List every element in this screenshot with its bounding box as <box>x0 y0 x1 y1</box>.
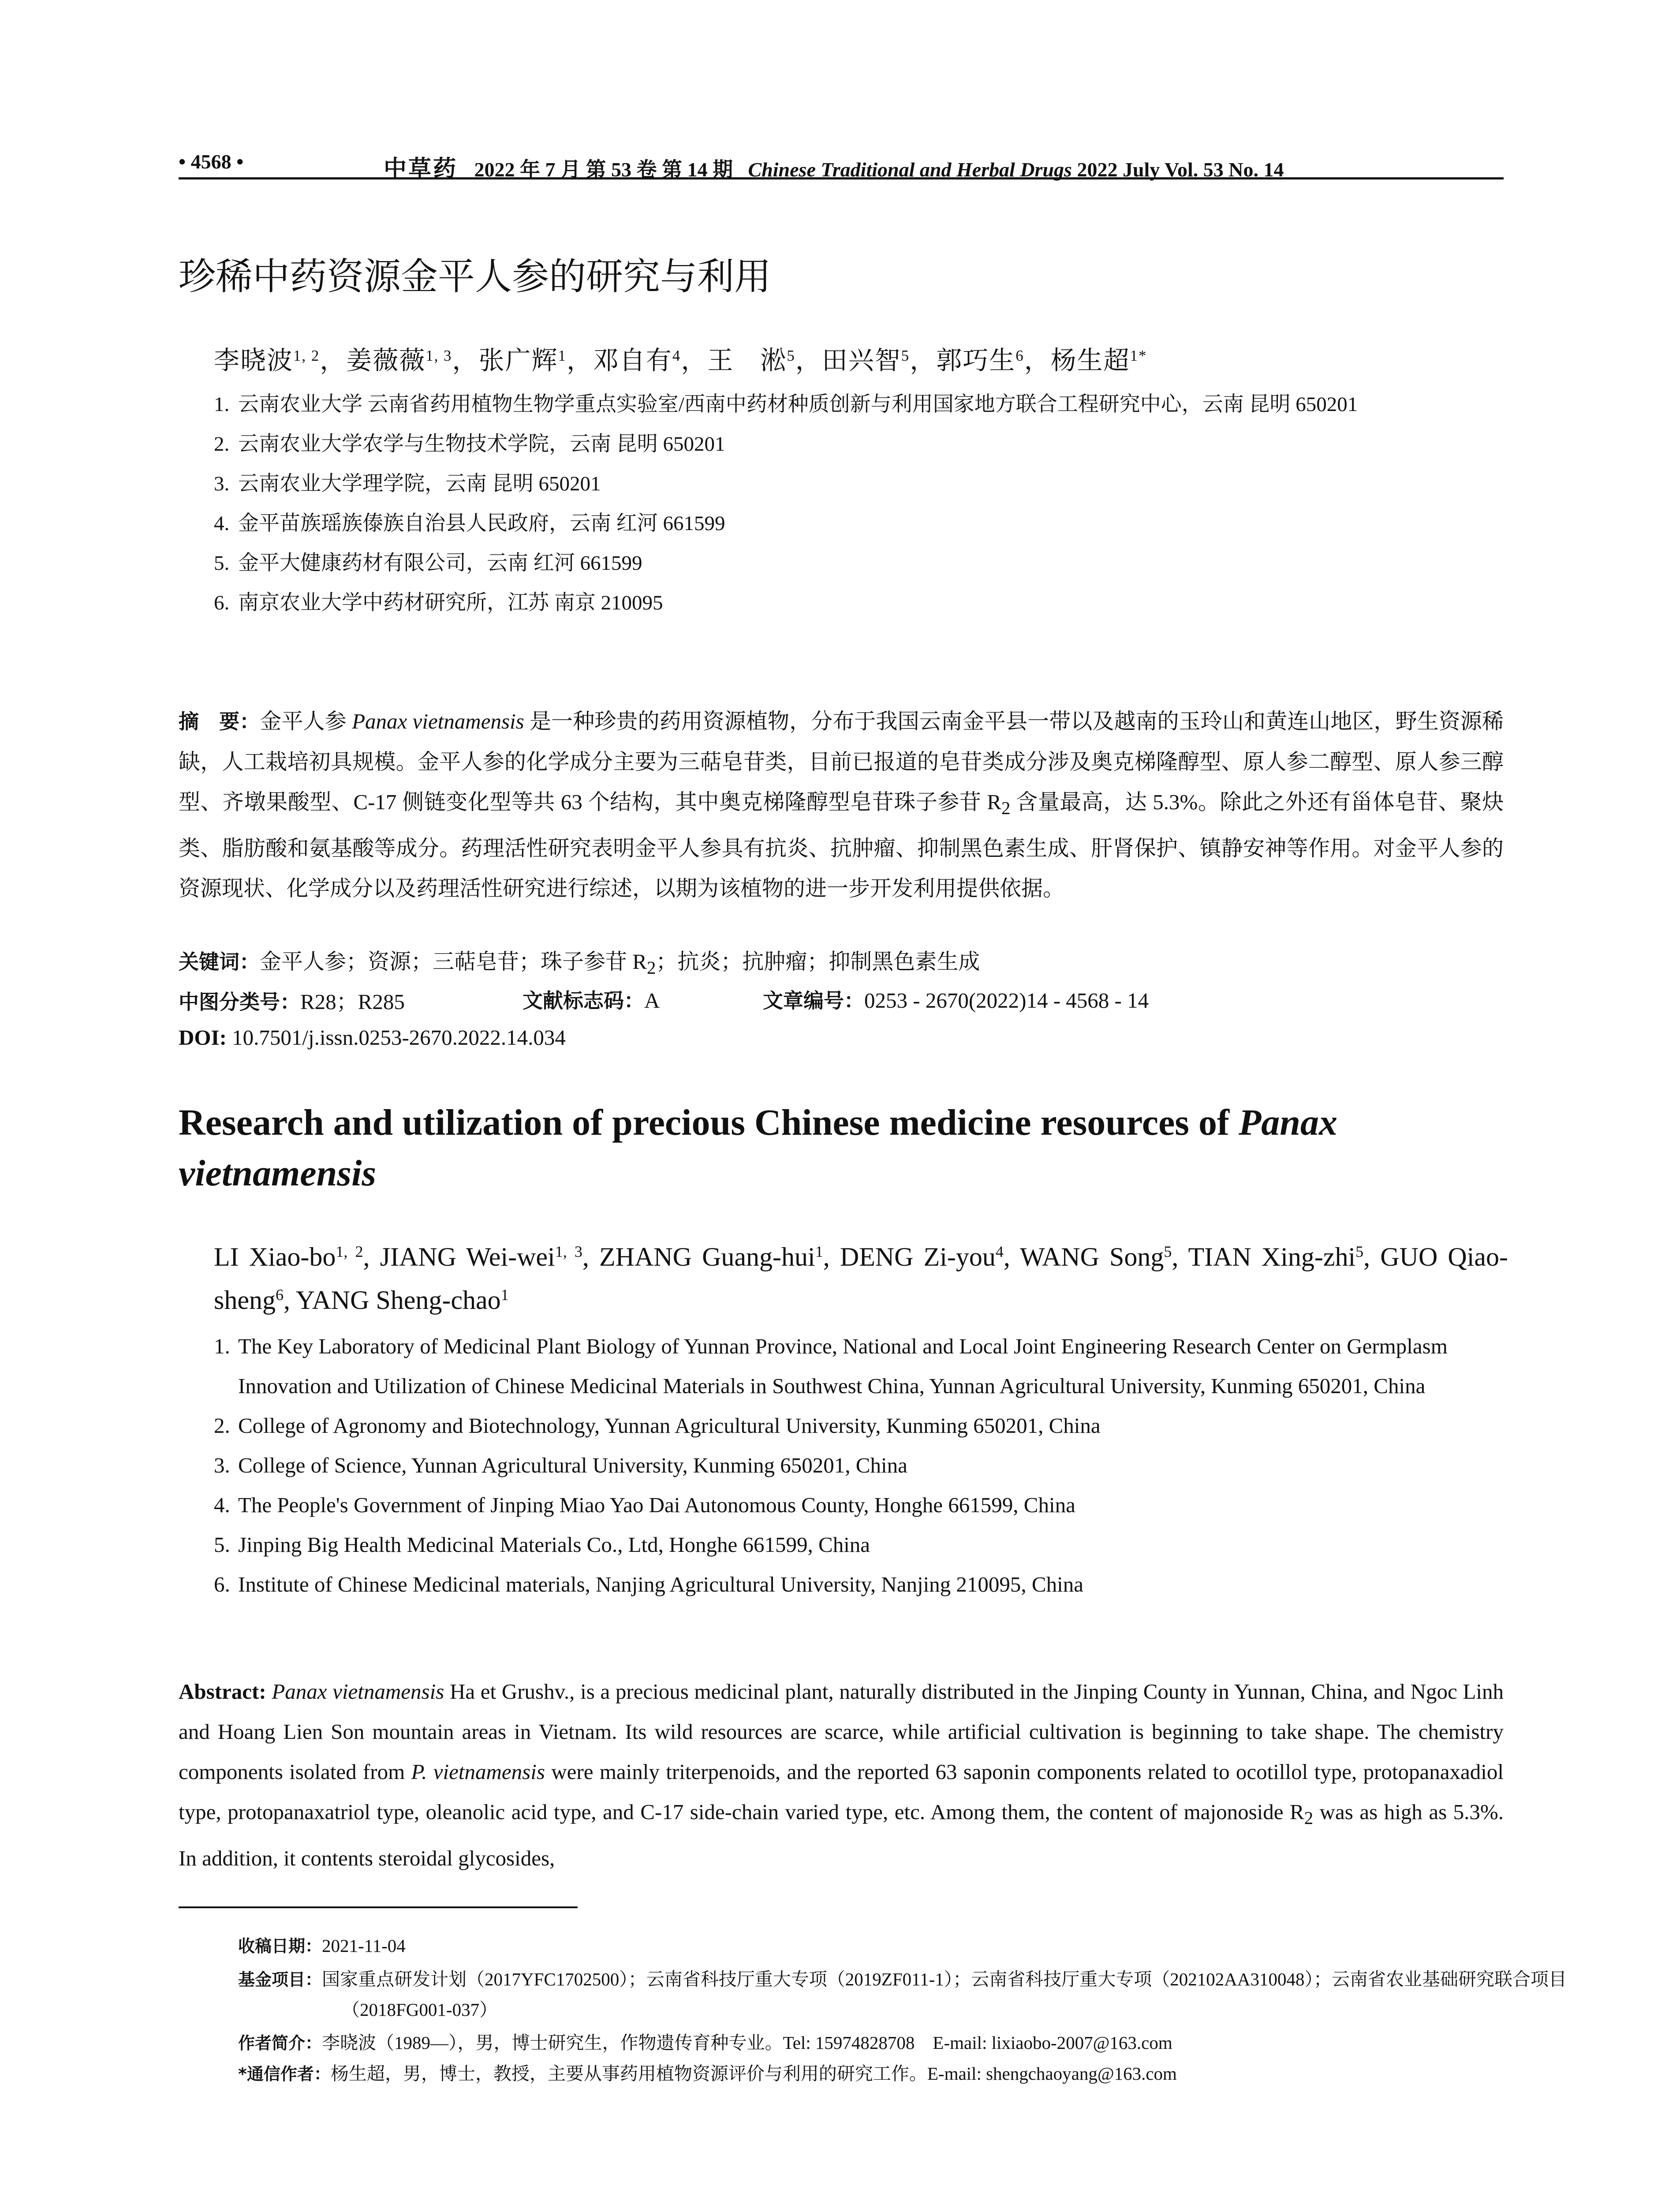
footnote-label: 作者简介： <box>238 2033 322 2053</box>
author-separator: , <box>1363 1242 1381 1271</box>
author-name: 田兴智 <box>821 346 901 375</box>
author-separator: , <box>1003 1242 1020 1271</box>
author-separator: , <box>823 1242 840 1271</box>
affiliation-text: College of Science, Yunnan Agricultural University, Kunming 650201, China <box>238 1453 907 1477</box>
footnote-value: 2021-11-04 <box>322 1936 406 1956</box>
abstract-label: Abstract: <box>179 1679 266 1704</box>
author-affiliation-mark: 5 <box>1164 1243 1172 1261</box>
running-header <box>179 142 1504 182</box>
affiliation-number: 4. <box>214 512 230 535</box>
affiliation-text: The Key Laboratory of Medicinal Plant Biology of Yunnan Province, National and Local Joint Engineering Research Center on Germplasm Innovation and Utilization of Chinese Medicinal Materials in Southwest China, Yunnan Agricultural University, Kunming 650201, China <box>238 1334 1448 1398</box>
doc-code-field <box>523 985 660 1014</box>
author-affiliation-mark: 1 <box>500 1286 509 1304</box>
author-affiliation-mark: 6 <box>1015 347 1024 364</box>
species-name: P. vietnamensis <box>411 1760 545 1784</box>
affiliation-item <box>214 1565 1508 1604</box>
author-separator: ， <box>566 346 593 375</box>
author-name: 邓自有 <box>593 346 672 375</box>
english-abstract <box>179 1671 1504 1878</box>
author-name: 王 淞 <box>707 346 787 375</box>
author-affiliation-mark: 1, 3 <box>555 1243 582 1261</box>
affiliation-text: College of Agronomy and Biotechnology, Yunnan Agricultural University, Kunming 650201, China <box>238 1413 1101 1438</box>
affiliation-text: The People's Government of Jinping Miao Yao Dai Autonomous County, Honghe 661599, China <box>238 1493 1075 1517</box>
affiliation-text: 云南农业大学 云南省药用植物生物学重点实验室/西南中药材种质创新与利用国家地方联合工程研究中心，云南 昆明 650201 <box>238 393 1358 416</box>
author-name: 姜薇薇 <box>346 346 426 375</box>
author-affiliation-mark: 4 <box>995 1243 1004 1261</box>
keywords-text: 金平人参；资源；三萜皂苷；珠子参苷 R <box>260 949 647 974</box>
english-authors <box>214 1237 1508 1323</box>
author-name: LI Xiao-bo <box>214 1242 336 1271</box>
author-name: ZHANG Guang-hui <box>599 1242 815 1271</box>
article-number-value: 0253 - 2670(2022)14 - 4568 - 14 <box>864 988 1149 1013</box>
footnote-value: 李晓波（1989—），男，博士研究生，作物遗传育种专业。Tel: 15974828708 E-mail: lixiaobo-2007@163.com <box>322 2033 1172 2053</box>
affiliation-text: 南京农业大学中药材研究所，江苏 南京 210095 <box>238 591 663 614</box>
author-separator: ， <box>452 346 479 375</box>
clc-value: R28；R285 <box>300 990 405 1014</box>
affiliation-number: 1. <box>214 1334 230 1358</box>
species-name: Panax vietnamensis <box>272 1679 444 1704</box>
chinese-authors <box>214 340 1147 377</box>
abstract-text: Ha et Grushv., is a precious medicinal plant, naturally distributed in the Jinping County in Yunnan, China, and Ngoc Linh and Hoang Lien Son mountain areas in Vietnam. Its wild resources are scarce, while artificial cultivation is beginning to take shape. The chemistry components isolated from <box>179 1679 1504 1784</box>
affiliation-item <box>214 543 1508 583</box>
author-affiliation-mark: 6 <box>275 1286 284 1304</box>
doc-code-label: 文献标志码： <box>523 989 644 1013</box>
affiliation-item <box>214 1485 1508 1525</box>
footnote-value: 国家重点研发计划（2017YFC1702500）；云南省科技厅重大专项（2019ZF011-1）；云南省科技厅重大专项（202102AA310048）；云南省农业基础研究联合项目（2018FG001-037） <box>322 1969 1567 2020</box>
affiliation-item <box>214 385 1508 424</box>
author-affiliation-mark: 1, 2 <box>336 1243 363 1261</box>
affiliation-text: 云南农业大学理学院，云南 昆明 650201 <box>238 472 601 495</box>
author-affiliation-mark: 5 <box>787 347 795 364</box>
footnote-author-bio <box>238 2028 1172 2058</box>
affiliation-item <box>214 583 1508 623</box>
affiliation-number: 6. <box>214 591 230 614</box>
affiliation-text: Institute of Chinese Medicinal materials, Nanjing Agricultural University, Nanjing 210095, China <box>238 1572 1083 1596</box>
affiliation-text: 云南农业大学农学与生物技术学院，云南 昆明 650201 <box>238 433 725 456</box>
author-separator: ， <box>910 346 937 375</box>
affiliation-item <box>214 464 1508 504</box>
footnote-label: 基金项目： <box>238 1970 322 1989</box>
author-affiliation-mark: 1, 2 <box>293 347 320 364</box>
author-separator: ， <box>1024 346 1051 375</box>
abstract-text: were mainly triterpenoids, and the reported 63 saponin components related to ocotillol type, protopanaxadiol type, protopanaxatriol type, oleanolic acid type, and C-17 side-chain varied type, etc. Among them, the content of majonoside R <box>179 1760 1504 1824</box>
article-number-field <box>763 985 1149 1014</box>
journal-logo: 中草药 <box>384 156 458 182</box>
doi-value: 10.7501/j.issn.0253-2670.2022.14.034 <box>232 1025 566 1050</box>
affiliation-number: 1. <box>214 393 230 416</box>
author-name: 郭巧生 <box>936 346 1016 375</box>
author-separator: , <box>363 1242 380 1271</box>
author-name: WANG Song <box>1019 1242 1164 1271</box>
affiliation-number: 2. <box>214 433 230 456</box>
english-title <box>179 1097 1504 1199</box>
subscript: 2 <box>1304 1808 1314 1828</box>
author-affiliation-mark: 1* <box>1130 347 1147 364</box>
affiliation-number: 3. <box>214 1453 230 1477</box>
english-title-text: Research and utilization of precious Chinese medicine resources of <box>179 1102 1239 1143</box>
footnote-divider <box>179 1906 578 1908</box>
header-issue-line <box>384 150 1284 183</box>
author-name: DENG Zi-you <box>840 1242 996 1271</box>
abstract-text: was as high as 5.3%. In addition, it contents steroidal glycosides, <box>179 1800 1504 1870</box>
author-name: 杨生超 <box>1050 346 1130 375</box>
clc-field <box>179 990 405 1014</box>
affiliation-number: 3. <box>214 472 230 495</box>
author-affiliation-mark: 5 <box>901 347 910 364</box>
author-separator: ， <box>320 346 347 375</box>
classification-line <box>179 985 1149 1016</box>
issue-en: 2022 July Vol. 53 No. 14 <box>1077 158 1284 181</box>
chinese-keywords <box>179 945 980 978</box>
abstract-text: 金平人参 <box>260 709 352 733</box>
author-separator: , <box>283 1286 296 1315</box>
species-name: Panax vietnamensis <box>352 709 524 733</box>
footnote-label: *通信作者： <box>238 2064 331 2084</box>
affiliation-item <box>214 1446 1508 1485</box>
affiliation-item <box>214 1525 1508 1565</box>
author-affiliation-mark: 1 <box>815 1243 823 1261</box>
page-number: • 4568 • <box>179 150 244 173</box>
footnote-label: 收稿日期： <box>238 1936 322 1956</box>
affiliation-number: 5. <box>214 1532 230 1557</box>
author-name: TIAN Xing-zhi <box>1188 1242 1356 1271</box>
author-name: 李晓波 <box>214 346 294 375</box>
affiliation-number: 6. <box>214 1572 230 1596</box>
author-separator: ， <box>681 346 708 375</box>
affiliation-number: 2. <box>214 1413 230 1438</box>
author-affiliation-mark: 1 <box>558 347 567 364</box>
journal-name-en: Chinese Traditional and Herbal Drugs <box>748 158 1072 181</box>
abstract-text: 含量最高，达 5.3%。除此之外还有甾体皂苷、聚炔类、脂肪酸和氨基酸等成分。药理活性研究表明金平人参具有抗炎、抗肿瘤、抑制黑色素生成、肝肾保护、镇静安神等作用。对金平人参的资源现状、化学成分以及药理活性研究进行综述，以期为该植物的进一步开发利用提供依据。 <box>179 790 1504 901</box>
author-name: GUO Qiao-sheng <box>214 1242 1508 1315</box>
author-affiliation-mark: 4 <box>672 347 681 364</box>
clc-label: 中图分类号： <box>179 990 300 1014</box>
author-separator: , <box>582 1242 599 1271</box>
author-name: YANG Sheng-chao <box>295 1286 501 1315</box>
doi-label: DOI: <box>179 1025 227 1050</box>
keywords-text: ；抗炎；抗肿瘤；抑制黑色素生成 <box>656 949 980 974</box>
affiliation-text: 金平大健康药材有限公司，云南 红河 661599 <box>238 552 642 575</box>
author-affiliation-mark: 1, 3 <box>426 347 452 364</box>
author-separator: , <box>1172 1242 1188 1271</box>
affiliation-text: 金平苗族瑶族傣族自治县人民政府，云南 红河 661599 <box>238 512 725 535</box>
issue-cn: 2022 年 7 月 第 53 卷 第 14 期 <box>474 158 733 181</box>
author-separator: ， <box>795 346 822 375</box>
affiliation-text: Jinping Big Health Medicinal Materials Co., Ltd, Honghe 661599, China <box>238 1532 870 1557</box>
chinese-affiliations <box>214 385 1508 623</box>
author-name: 张广辉 <box>478 346 558 375</box>
affiliation-item <box>214 504 1508 543</box>
abstract-label: 摘 要： <box>179 710 260 733</box>
subscript: 2 <box>646 957 656 978</box>
affiliation-item <box>214 1327 1508 1406</box>
footnote-corresponding <box>238 2059 1177 2089</box>
english-title-species: Panax vietnamensis <box>179 1102 1337 1194</box>
footnote-received <box>238 1931 406 1961</box>
footnote-value: 杨生超，男，博士，教授，主要从事药用植物资源评价与利用的研究工作。E-mail: shengchaoyang@163.com <box>330 2063 1177 2084</box>
chinese-title: 珍稀中药资源金平人参的研究与利用 <box>179 255 772 298</box>
affiliation-number: 5. <box>214 552 230 575</box>
subscript: 2 <box>1001 798 1011 818</box>
doi-line <box>179 1025 566 1050</box>
affiliation-number: 4. <box>214 1493 230 1517</box>
author-name: JIANG Wei-wei <box>380 1242 555 1271</box>
abstract-text: 是一种珍贵的药用资源植物，分布于我国云南金平县一带以及越南的玉玲山和黄连山地区，野生资源稀缺，人工栽培初具规模。金平人参的化学成分主要为三萜皂苷类，目前已报道的皂苷类成分涉及奥克梯隆醇型、原人参二醇型、原人参三醇型、齐墩果酸型、C-17 侧链变化型等共 63 个结构，其中奥克梯隆醇型皂苷珠子参苷 R <box>179 709 1504 814</box>
author-affiliation-mark: 5 <box>1355 1243 1364 1261</box>
footnote-fund <box>238 1964 1612 2025</box>
article-number-label: 文章编号： <box>763 989 864 1013</box>
doc-code-value: A <box>644 988 660 1013</box>
keywords-label: 关键词： <box>179 950 260 974</box>
affiliation-item <box>214 424 1508 464</box>
english-affiliations <box>214 1327 1508 1604</box>
affiliation-item <box>214 1406 1508 1446</box>
chinese-abstract <box>179 701 1504 908</box>
